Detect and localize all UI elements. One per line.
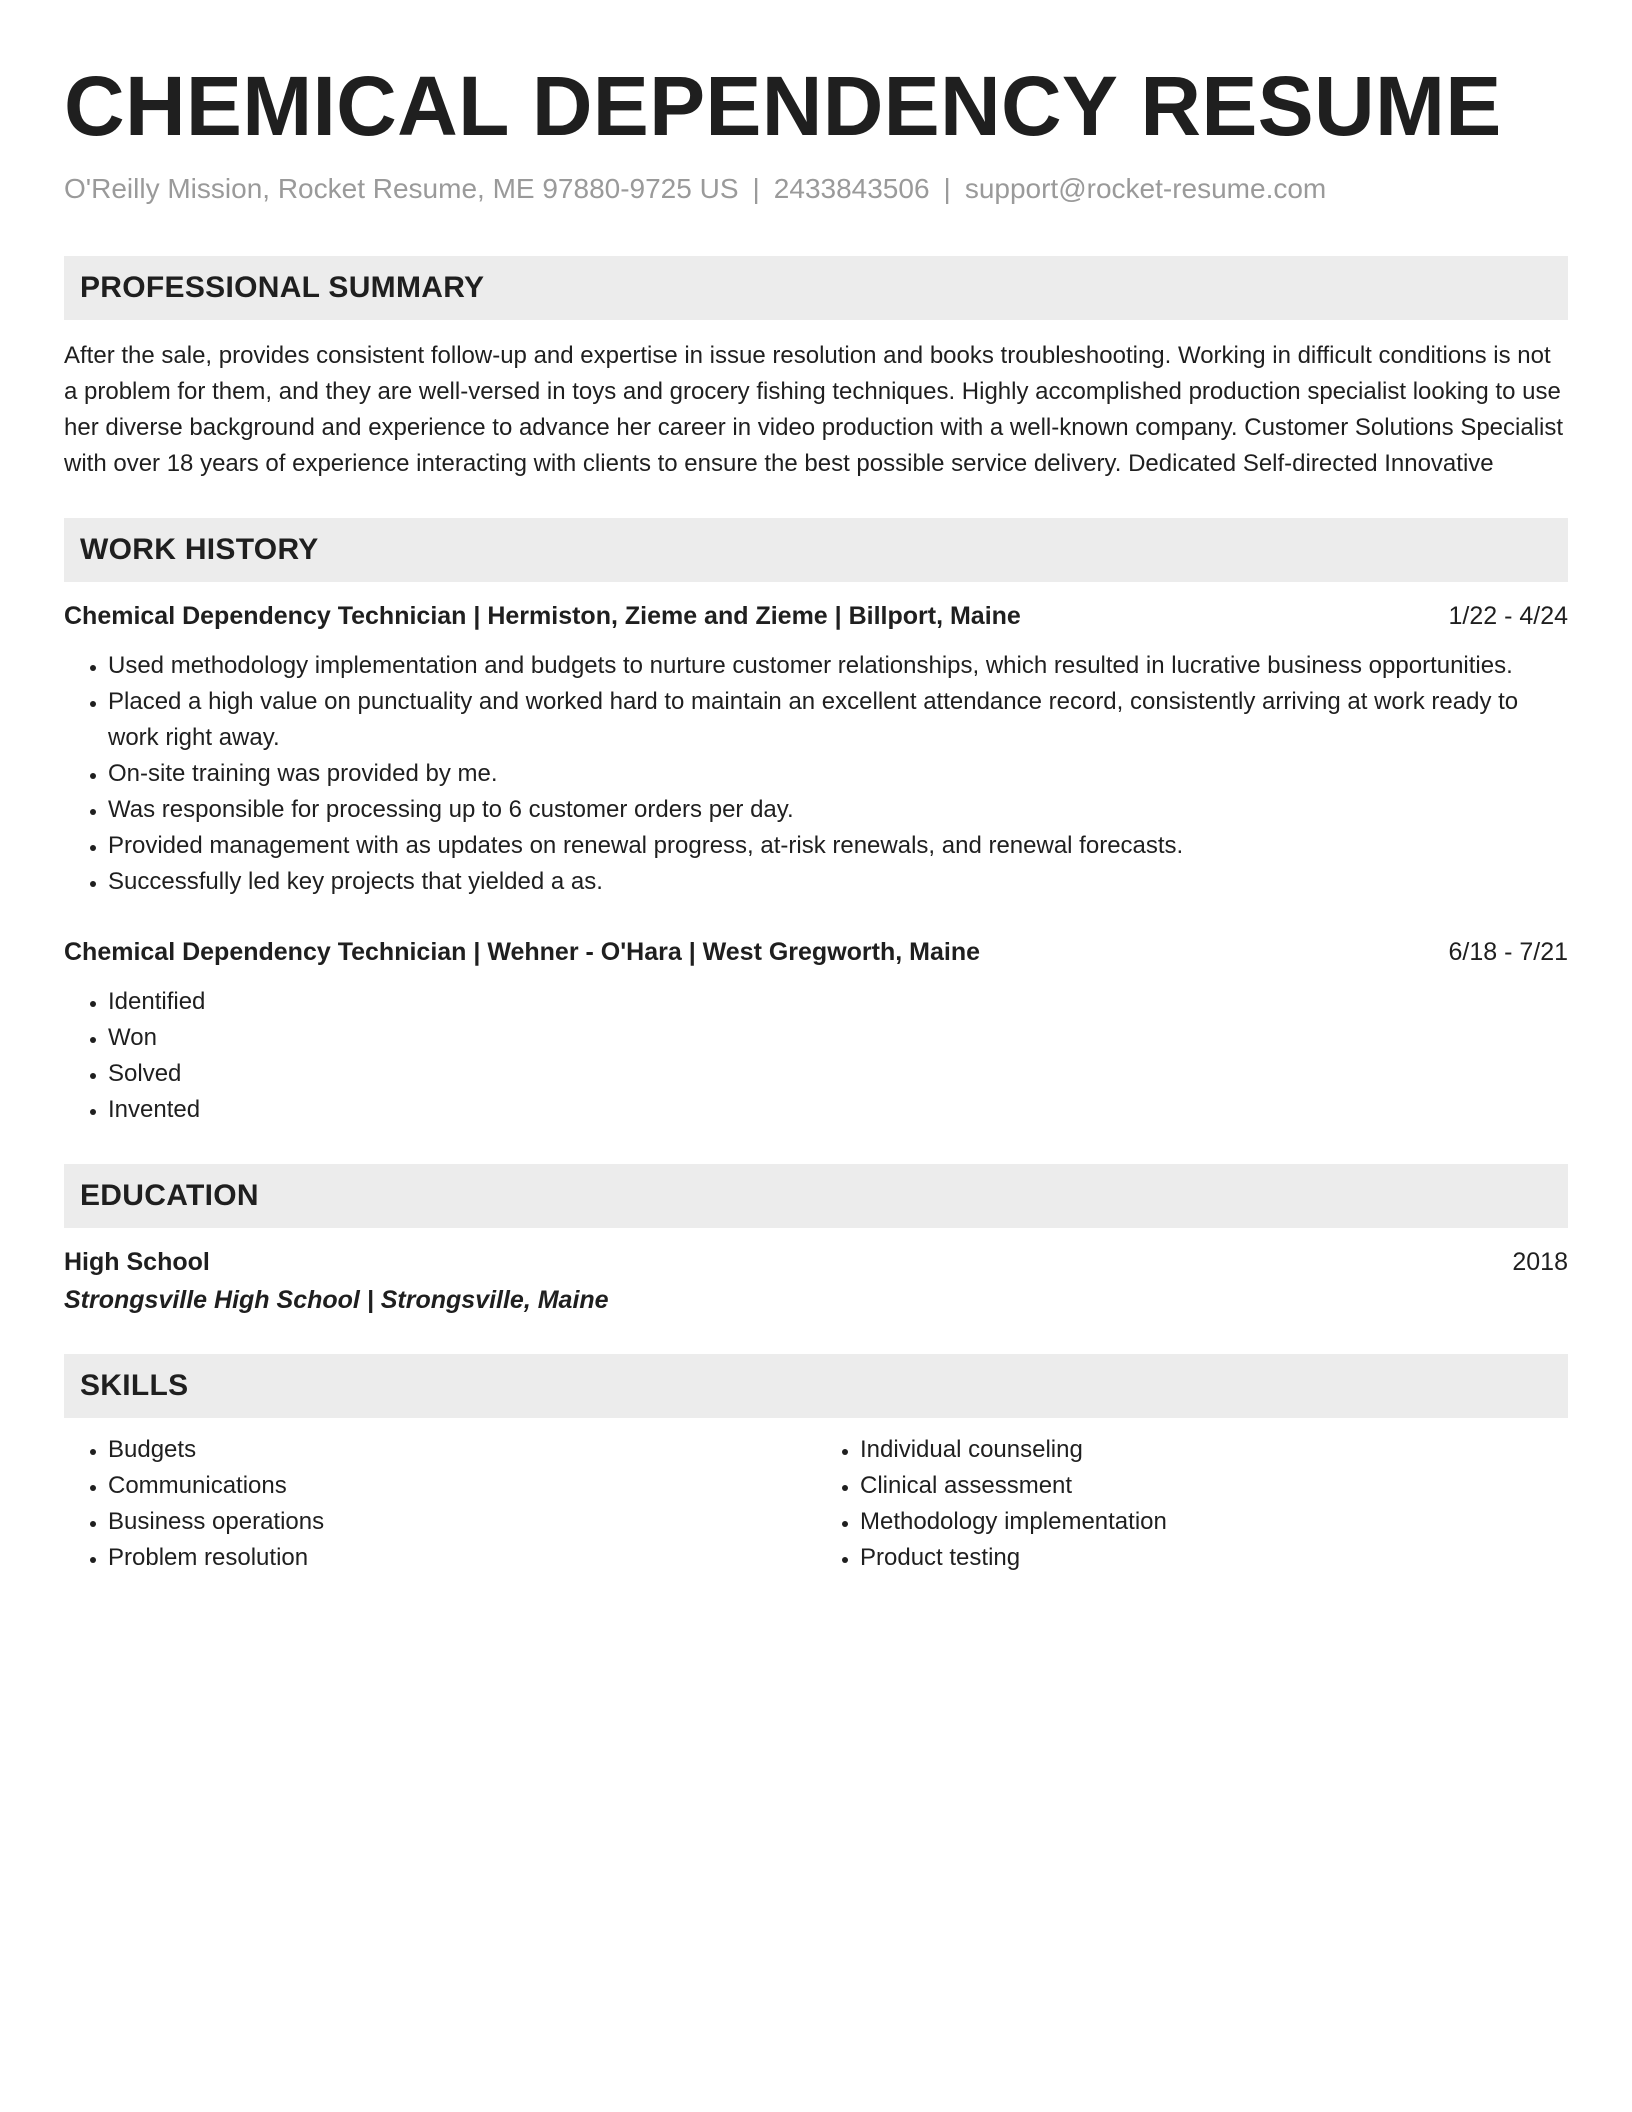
list-item: • Was responsible for processing up to 6 customer orders per day. [108,792,1568,828]
list-item: • Identified [108,984,1568,1020]
contact-line [64,172,1568,206]
skills-column-left [64,1432,816,1576]
section-heading-summary: PROFESSIONAL SUMMARY [64,256,1568,320]
job-title: Chemical Dependency Technician | Hermiston, Zieme and Zieme | Billport, Maine [64,602,1021,630]
job-bullet-list [64,984,1568,1128]
job-dates: 1/22 - 4/24 [1448,602,1568,630]
list-item: • Business operations [108,1504,816,1540]
job-dates: 6/18 - 7/21 [1448,938,1568,966]
list-item: • Product testing [860,1540,1568,1576]
contact-phone: 2433843506 [773,173,930,204]
job-bullet-list [64,648,1568,900]
list-item: • Invented [108,1092,1568,1128]
education-year: 2018 [1512,1248,1568,1276]
job-entry-header [64,598,1568,634]
education-degree: High School [64,1248,210,1276]
list-item: • Placed a high value on punctuality and worked hard to maintain an excellent attendance record, consistently arriving at work ready to work right away. [108,684,1568,756]
contact-address: O'Reilly Mission, Rocket Resume, ME 97880-9725 US [64,173,739,204]
list-item: • Methodology implementation [860,1504,1568,1540]
section-heading-work-history: WORK HISTORY [64,518,1568,582]
list-item: • Won [108,1020,1568,1056]
resume-title: CHEMICAL DEPENDENCY RESUME [64,59,1502,153]
list-item: • Communications [108,1468,816,1504]
contact-separator: | [752,173,760,204]
list-item: • Provided management with as updates on renewal progress, at-risk renewals, and renewal forecasts. [108,828,1568,864]
contact-separator: | [943,173,951,204]
contact-email: support@rocket-resume.com [964,173,1327,204]
skills-grid [64,1432,1568,1576]
list-item: • Budgets [108,1432,816,1468]
job-entry-header [64,934,1568,970]
education-entry-header [64,1244,1568,1280]
list-item: • Successfully led key projects that yielded a as. [108,864,1568,900]
summary-paragraph: After the sale, provides consistent follow-up and expertise in issue resolution and books troubleshooting. Working in difficult conditions is not a problem for them, and they are well-versed in toys and grocery fishing techniques. Highly accomplished production specialist looking to use her diverse background and experience to advance her career in video production with a well-known company. Customer Solutions Specialist with over 18 years of experience interacting with clients to ensure the best possible service delivery. Dedicated Self-directed Innovative [64,342,1564,477]
section-heading-education: EDUCATION [64,1164,1568,1228]
list-item: • Problem resolution [108,1540,816,1576]
skills-column-right [816,1432,1568,1576]
list-item: • Individual counseling [860,1432,1568,1468]
education-school: Strongsville High School | Strongsville, Maine [64,1286,609,1314]
list-item: • On-site training was provided by me. [108,756,1568,792]
list-item: • Used methodology implementation and budgets to nurture customer relationships, which resulted in lucrative business opportunities. [108,648,1568,684]
list-item: • Solved [108,1056,1568,1092]
list-item: • Clinical assessment [860,1468,1568,1504]
section-heading-skills: SKILLS [64,1354,1568,1418]
job-title: Chemical Dependency Technician | Wehner - O'Hara | West Gregworth, Maine [64,938,980,966]
